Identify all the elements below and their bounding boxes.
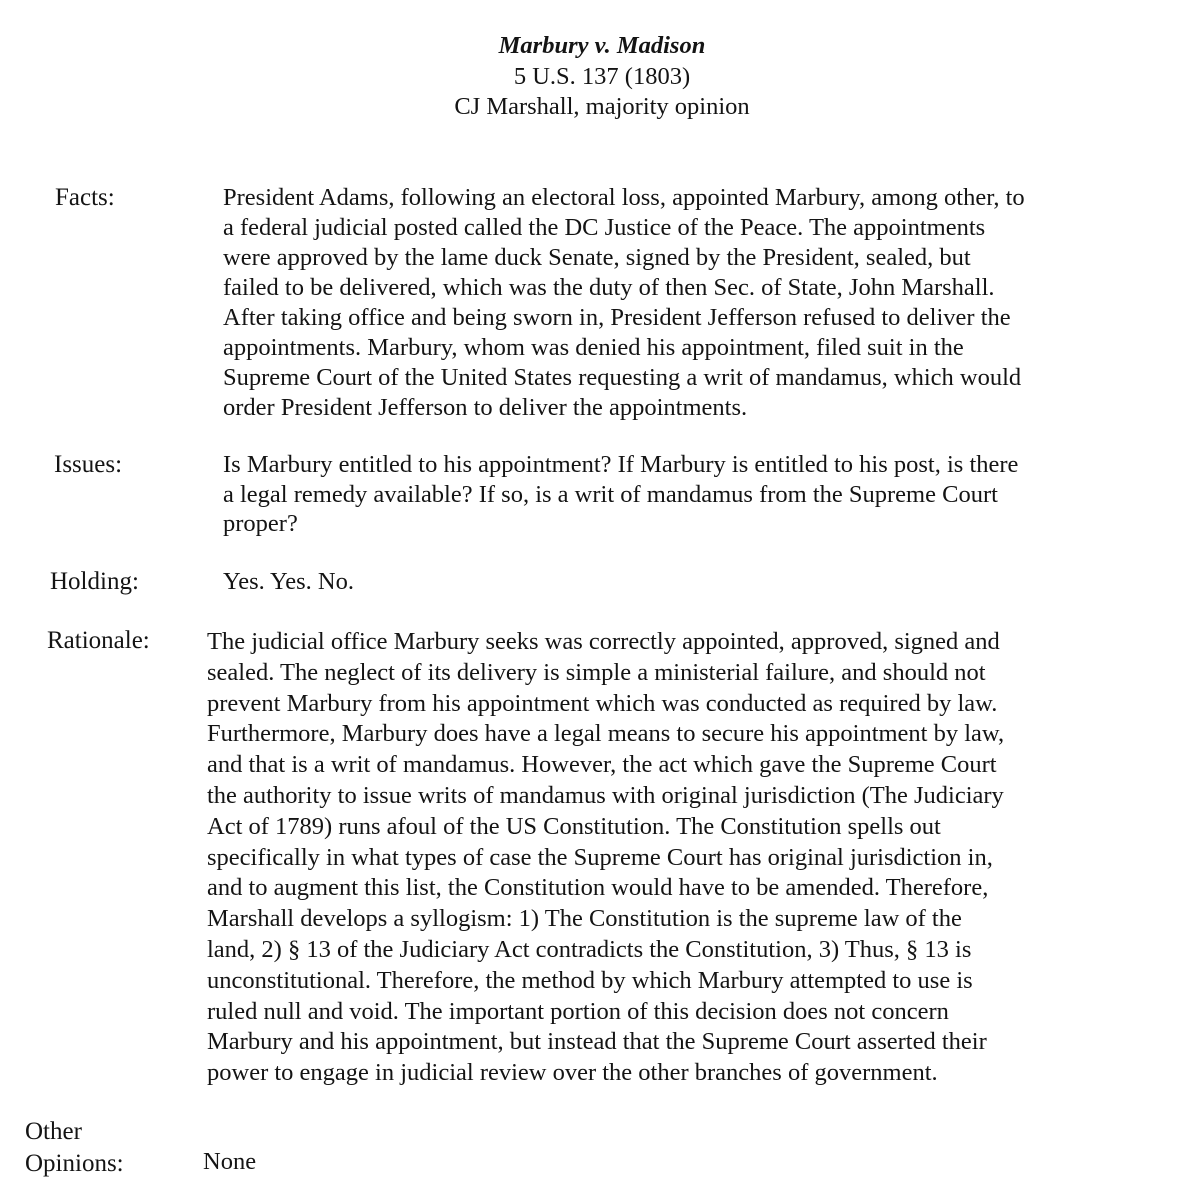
rationale-line: unconstitutional. Therefore, the method by which Marbury attempted to use is	[207, 966, 973, 994]
holding-label: Holding:	[50, 568, 139, 595]
rationale-line: and to augment this list, the Constitution would have to be amended. Therefore,	[207, 874, 989, 902]
issues-text	[223, 450, 1018, 539]
rationale-line: specifically in what types of case the Supreme Court has original jurisdiction in,	[207, 843, 993, 871]
facts-line: appointments. Marbury, whom was denied his appointment, filed suit in the	[223, 334, 964, 361]
rationale-line: sealed. The neglect of its delivery is simple a ministerial failure, and should not	[207, 658, 986, 686]
rationale-line: Act of 1789) runs afoul of the US Constitution. The Constitution spells out	[207, 812, 941, 840]
facts-line: Supreme Court of the United States requesting a writ of mandamus, which would	[223, 364, 1022, 391]
rationale-line: Marbury and his appointment, but instead that the Supreme Court asserted their	[207, 1028, 987, 1056]
rationale-line: power to engage in judicial review over the other branches of government.	[207, 1059, 938, 1087]
other-opinions-text	[203, 1147, 256, 1177]
rationale-line: and that is a writ of mandamus. However, the act which gave the Supreme Court	[207, 751, 997, 779]
facts-text	[223, 183, 1025, 423]
rationale-line: ruled null and void. The important portion of this decision does not concern	[207, 997, 949, 1025]
opinion-author: CJ Marshall, majority opinion	[454, 93, 750, 120]
rationale-text	[207, 627, 1004, 1089]
rationale-label: Rationale:	[47, 627, 150, 654]
rationale-line: Marshall develops a syllogism: 1) The Constitution is the supreme law of the	[207, 905, 962, 933]
facts-line: After taking office and being sworn in, President Jefferson refused to deliver the	[223, 304, 1011, 331]
issues-line: proper?	[223, 510, 298, 537]
issues-line: a legal remedy available? If so, is a writ of mandamus from the Supreme Court	[223, 480, 998, 508]
facts-line: failed to be delivered, which was the duty of then Sec. of State, John Marshall.	[223, 274, 995, 301]
facts-line: order President Jefferson to deliver the appointments.	[223, 394, 748, 421]
document-header	[0, 31, 1200, 123]
rationale-line: prevent Marbury from his appointment which was conducted as required by law.	[207, 689, 998, 717]
other-opinions-line: None	[203, 1148, 257, 1175]
other-opinions-label-line1: Other	[25, 1118, 82, 1145]
holding-text	[223, 567, 354, 597]
facts-line: were approved by the lame duck Senate, signed by the President, sealed, but	[223, 244, 971, 271]
facts-label: Facts:	[55, 184, 115, 211]
other-opinions-label-line2: Opinions:	[25, 1150, 124, 1177]
rationale-line: the authority to issue writs of mandamus with original jurisdiction (The Judiciary	[207, 781, 1004, 809]
facts-line: a federal judicial posted called the DC Justice of the Peace. The appointments	[223, 214, 986, 241]
issues-line: Is Marbury entitled to his appointment? If Marbury is entitled to his post, is there	[223, 451, 1019, 478]
rationale-line: Furthermore, Marbury does have a legal means to secure his appointment by law,	[207, 720, 1005, 748]
case-title: Marbury v. Madison	[498, 32, 706, 59]
issues-label: Issues:	[54, 451, 123, 478]
rationale-line: land, 2) § 13 of the Judiciary Act contradicts the Constitution, 3) Thus, § 13 is	[207, 935, 972, 963]
rationale-line: The judicial office Marbury seeks was correctly appointed, approved, signed and	[207, 628, 1000, 655]
holding-line: Yes. Yes. No.	[223, 568, 354, 595]
case-citation: 5 U.S. 137 (1803)	[513, 62, 691, 90]
facts-line: President Adams, following an electoral loss, appointed Marbury, among other, to	[223, 184, 1025, 211]
